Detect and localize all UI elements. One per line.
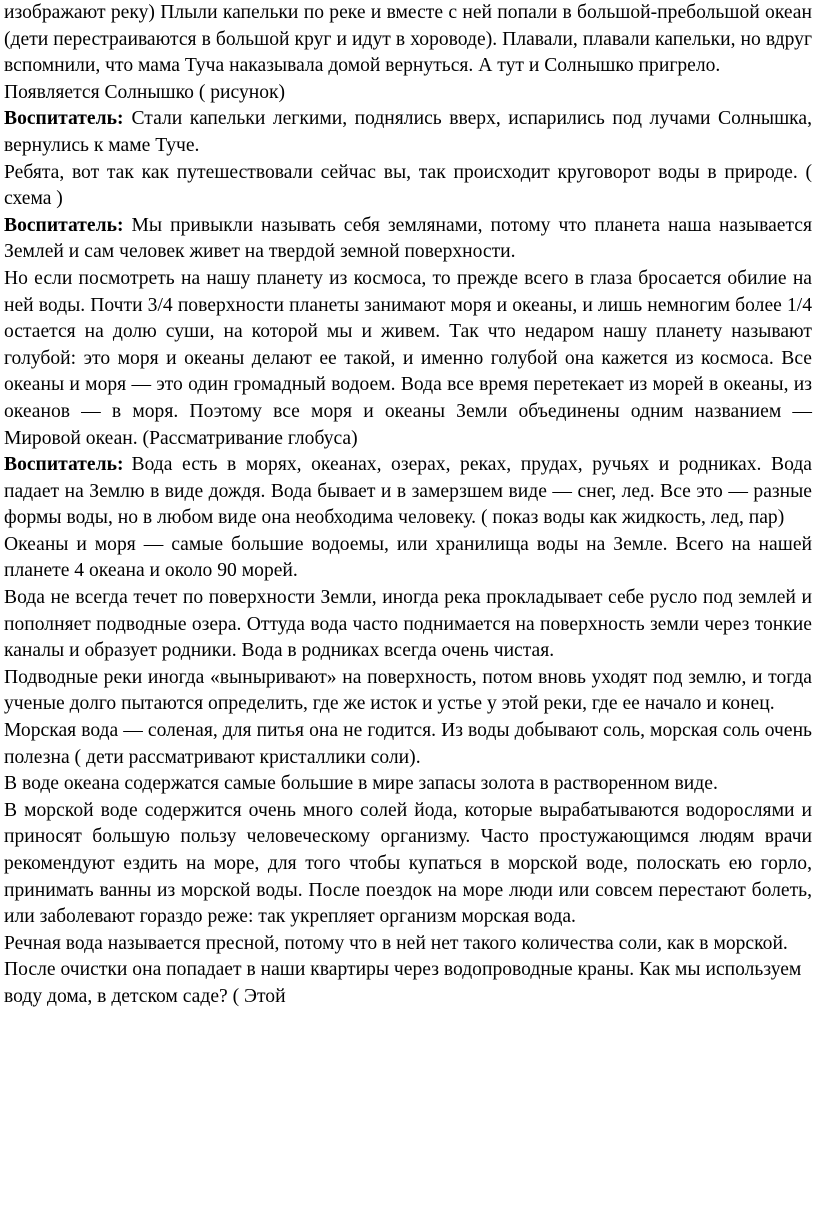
paragraph-text: Но если посмотреть на нашу планету из космоса, то прежде всего в глаза бросается обилие на ней воды. Почти 3/4 поверхности планеты занимают моря и океаны, и лишь немногим более 1/4 остается на долю суши, на которой мы и живем. Так что недаром нашу планету называют голубой: это моря и океаны делают ее такой, и именно голубой она кажется из космоса. Все океаны и моря — это один громадный водоем. Вода все время перетекает из морей в океаны, из океанов — в моря. Поэтому все моря и океаны Земли объединены одним названием — Мировой океан. (Рассматривание глобуса): [4, 267, 812, 449]
speaker-label: Воспитатель:: [4, 108, 124, 130]
paragraph-text: изображают реку) Плыли капельки по реке и вместе с ней попали в большой-пребольшой океан (дети перестраиваются в большой круг и идут в хороводе). Плавали, плавали капельки, но вдруг вспомнили, что мама Туча наказывала домой вернуться. А тут и Солнышко пригрело.: [4, 2, 812, 77]
speaker-label: Воспитатель:: [4, 214, 124, 236]
paragraph-water-forms: [4, 452, 812, 532]
paragraph-river-journey: [4, 0, 812, 80]
paragraph-fresh-water: [4, 931, 812, 1011]
paragraph-droplets-rise: [4, 106, 812, 159]
paragraph-oceans-seas: [4, 532, 812, 585]
paragraph-text: Вода есть в морях, океанах, озерах, реках, прудах, ручьях и родниках. Вода падает на Землю в виде дождя. Вода бывает и в замерзшем виде — снег, лед. Все это — разные формы воды, но в любом виде она необходима человеку. ( показ воды как жидкость, лед, пар): [4, 454, 812, 529]
paragraph-sea-salt: [4, 718, 812, 771]
paragraph-text: Мы привыкли называть себя землянами, потому что планета наша называется Землей и сам человек живет на твердой земной поверхности.: [4, 214, 812, 263]
paragraph-text: Ребята, вот так как путешествовали сейчас вы, так происходит круговорот воды в природе. ( схема ): [4, 161, 812, 210]
paragraph-text: В морской воде содержится очень много солей йода, которые вырабатываются водорослями и приносят большую пользу человеческому организму. Часто простужающимся людям врачи рекомендуют ездить на море, для того чтобы купаться в морской воде, полоскать ею горло, принимать ванны из морской воды. После поездок на море люди или совсем перестают болеть, или заболевают гораздо реже: так укрепляет организм морская вода.: [4, 799, 812, 928]
paragraph-text: Появляется Солнышко ( рисунок): [4, 81, 286, 103]
paragraph-text: Стали капельки легкими, поднялись вверх, испарились под лучами Солнышка, вернулись к маме Туче.: [4, 108, 812, 156]
paragraph-ocean-gold: [4, 771, 812, 798]
paragraph-text: Морская вода — соленая, для питья она не годится. Из воды добывают соль, морская соль очень полезна ( дети рассматривают кристаллики соли).: [4, 720, 812, 768]
paragraph-resurfacing-rivers: [4, 665, 812, 718]
paragraph-world-ocean: [4, 266, 812, 452]
paragraph-sun-appears: [4, 80, 812, 107]
paragraph-text: В воде океана содержатся самые большие в мире запасы золота в растворенном виде.: [4, 773, 718, 795]
paragraph-water-cycle: [4, 160, 812, 213]
paragraph-text: Океаны и моря — самые большие водоемы, или хранилища воды на Земле. Всего на нашей планете 4 океана и около 90 морей.: [4, 533, 812, 582]
paragraph-earthlings: [4, 213, 812, 266]
paragraph-text: Речная вода называется пресной, потому что в ней нет такого количества соли, как в морской. После очистки она попадает в наши квартиры через водопроводные краны. Как мы используем воду дома, в детском саде? ( Этой: [4, 932, 802, 1007]
paragraph-underground-rivers: [4, 585, 812, 665]
speaker-label: Воспитатель:: [4, 454, 124, 476]
paragraph-iodine: [4, 798, 812, 931]
paragraph-text: Вода не всегда течет по поверхности Земли, иногда река прокладывает себе русло под землей и пополняет подводные озера. Оттуда вода часто поднимается на поверхность земли через тонкие каналы и образует родники. Вода в родниках всегда очень чистая.: [4, 587, 812, 662]
paragraph-text: Подводные реки иногда «выныривают» на поверхность, потом вновь уходят под землю, и тогда ученые долго пытаются определить, где же исток и устье у этой реки, где ее начало и конец.: [4, 666, 812, 715]
